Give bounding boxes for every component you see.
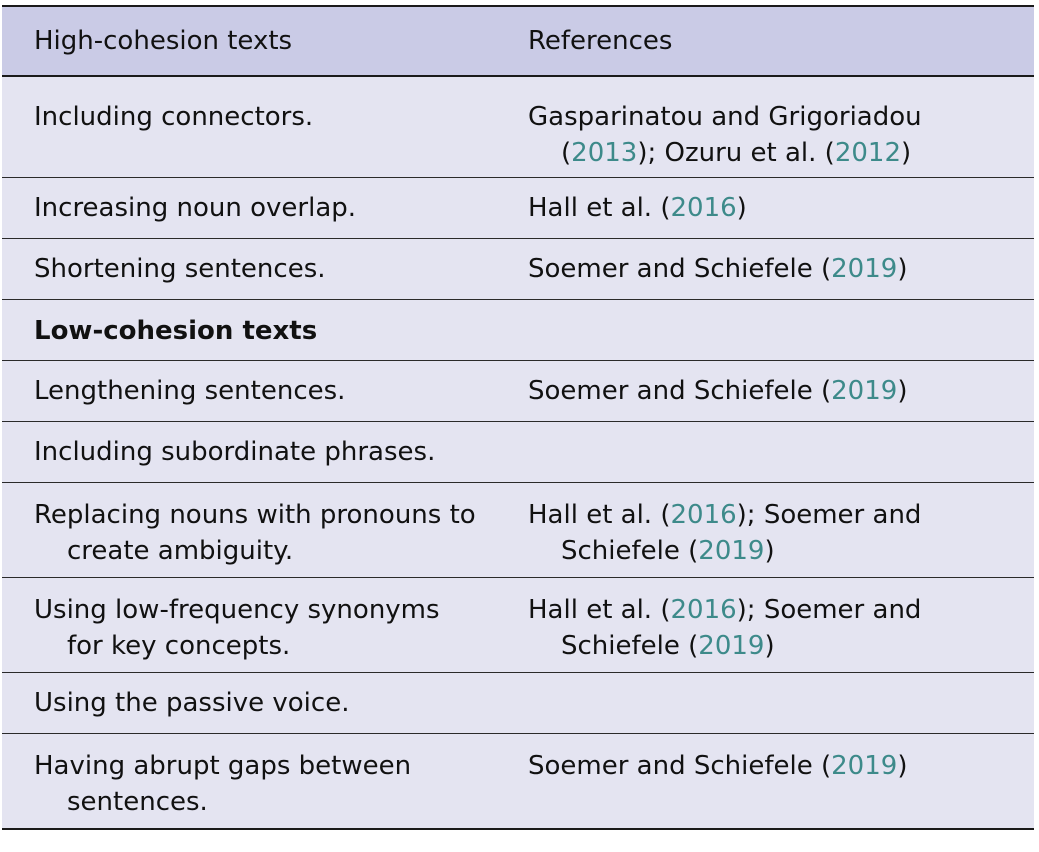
reference-cell bbox=[496, 483, 1034, 578]
cohesion-strategies-table bbox=[2, 5, 1034, 830]
reference-cell bbox=[496, 361, 1034, 422]
strategy-cell: Using low-frequency synonyms for key concepts. bbox=[34, 595, 440, 661]
citation-year-link[interactable]: 2019 bbox=[831, 751, 898, 781]
citation-year-link[interactable]: 2019 bbox=[698, 536, 765, 566]
reference-text: Hall et al. ( bbox=[528, 193, 671, 223]
citation-year-link[interactable]: 2019 bbox=[698, 631, 765, 661]
empty-reference-cell bbox=[496, 673, 1034, 734]
reference-cell bbox=[496, 734, 1034, 830]
reference-text: ) bbox=[897, 751, 908, 781]
table-row bbox=[2, 578, 1034, 673]
citation-year-link[interactable]: 2016 bbox=[670, 500, 737, 530]
reference-text: ); Soemer and Schiefele ( bbox=[561, 595, 922, 661]
table-row bbox=[2, 673, 1034, 734]
strategy-cell: Having abrupt gaps between sentences. bbox=[34, 751, 412, 817]
reference-text: ); Soemer and Schiefele ( bbox=[561, 500, 922, 566]
reference-text: Hall et al. ( bbox=[528, 500, 671, 530]
strategy-cell: Shortening sentences. bbox=[34, 254, 326, 284]
strategy-cell: Using the passive voice. bbox=[34, 688, 350, 718]
citation-year-link[interactable]: 2013 bbox=[571, 138, 638, 168]
table-row bbox=[2, 178, 1034, 239]
strategy-cell: Increasing noun overlap. bbox=[34, 193, 357, 223]
table-row bbox=[2, 422, 1034, 483]
reference-text: Soemer and Schiefele ( bbox=[528, 751, 832, 781]
reference-text: Hall et al. ( bbox=[528, 595, 671, 625]
strategy-cell: Lengthening sentences. bbox=[34, 376, 346, 406]
header-high-cohesion: High-cohesion texts bbox=[34, 26, 293, 56]
table-header bbox=[2, 6, 1034, 76]
reference-text: Soemer and Schiefele ( bbox=[528, 376, 832, 406]
citation-year-link[interactable]: 2016 bbox=[670, 193, 737, 223]
citation-year-link[interactable]: 2012 bbox=[834, 138, 901, 168]
reference-cell bbox=[496, 578, 1034, 673]
table-row bbox=[2, 361, 1034, 422]
citation-year-link[interactable]: 2016 bbox=[670, 595, 737, 625]
strategy-cell: Including subordinate phrases. bbox=[34, 437, 436, 467]
strategy-cell: Replacing nouns with pronouns to create ambiguity. bbox=[34, 500, 476, 566]
cohesion-table-container bbox=[2, 5, 1034, 830]
section-row bbox=[2, 300, 1034, 361]
reference-text: ) bbox=[736, 193, 747, 223]
header-references: References bbox=[528, 26, 673, 56]
table-row bbox=[2, 483, 1034, 578]
table-body bbox=[2, 76, 1034, 829]
reference-text: Gasparinatou and Grigoriadou ( bbox=[528, 102, 922, 168]
header-row bbox=[2, 6, 1034, 76]
strategy-cell: Including connectors. bbox=[34, 102, 314, 132]
reference-cell bbox=[496, 178, 1034, 239]
empty-reference-cell bbox=[496, 300, 1034, 361]
empty-reference-cell bbox=[496, 422, 1034, 483]
table-row bbox=[2, 734, 1034, 830]
reference-cell bbox=[496, 239, 1034, 300]
reference-text: ); Ozuru et al. ( bbox=[637, 138, 835, 168]
reference-text: Soemer and Schiefele ( bbox=[528, 254, 832, 284]
reference-text: ) bbox=[764, 631, 775, 661]
citation-year-link[interactable]: 2019 bbox=[831, 376, 898, 406]
section-heading-low-cohesion: Low-cohesion texts bbox=[34, 316, 318, 346]
table-row bbox=[2, 76, 1034, 178]
reference-text: ) bbox=[897, 254, 908, 284]
table-row bbox=[2, 239, 1034, 300]
citation-year-link[interactable]: 2019 bbox=[831, 254, 898, 284]
reference-cell bbox=[496, 76, 1034, 178]
reference-text: ) bbox=[764, 536, 775, 566]
reference-text: ) bbox=[900, 138, 912, 168]
reference-text: ) bbox=[897, 376, 908, 406]
